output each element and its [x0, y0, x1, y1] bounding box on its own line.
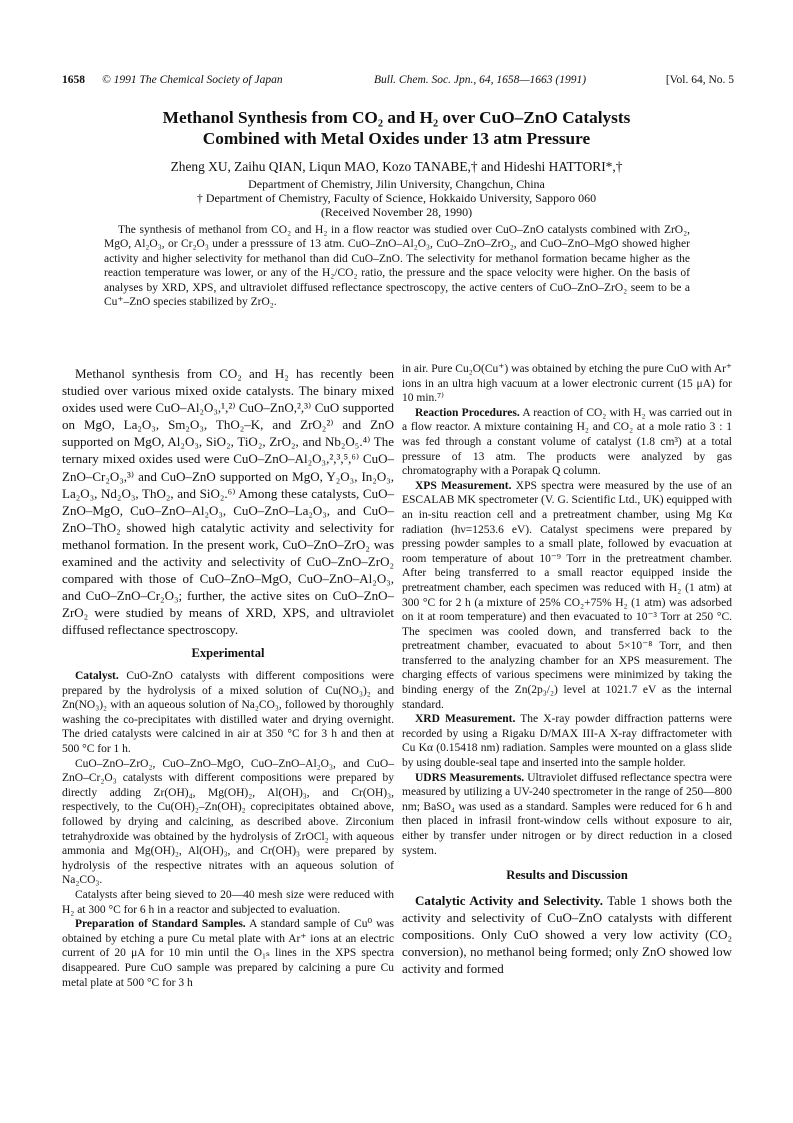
continued-paragraph: in air. Pure Cu₂O(Cu⁺) was obtained by etching the pure CuO with Ar⁺ ions in an ultra high vacuum at a lower electronic current (15 μA) for 10 min.⁷⁾ — [402, 363, 732, 405]
page-number: 1658 — [62, 74, 85, 86]
copyright-notice: © 1991 The Chemical Society of Japan — [102, 74, 283, 86]
affiliation-hokkaido: † Department of Chemistry, Faculty of Science, Hokkaido University, Sapporo 060 — [196, 191, 597, 205]
right-column — [402, 362, 732, 977]
activity-paragraph — [402, 892, 732, 977]
title-line-2: Combined with Metal Oxides under 13 atm Pressure — [202, 129, 591, 148]
experimental-heading: Experimental — [191, 645, 265, 660]
journal-citation: Bull. Chem. Soc. Jpn., 64, 1658—1663 (1991) — [374, 74, 587, 86]
udrs-run-head: UDRS Measurements. — [415, 771, 525, 784]
standard-run-head: Preparation of Standard Samples. — [75, 918, 246, 931]
udrs-paragraph — [402, 771, 732, 859]
activity-body: Table 1 shows both the activity and selectivity of CuO–ZnO catalysts with different compositions. Only CuO showed a very low activity (CO₂ conversion), no methanol being formed; only ZnO showed low activity and formed — [402, 892, 733, 977]
author-list: Zheng XU, Zaihu QIAN, Liqun MAO, Kozo TANABE,† and Hideshi HATTORI*,† — [170, 159, 623, 174]
xrd-body: The X-ray powder diffraction patterns were recorded by using a Rigaku D/MAX III-A X-ray diffractometer with Cu Kα (0.15418 nm) radiation. Samples were mounted on a glass slide by using double-seal tape and inserted into the sample holder. — [402, 713, 732, 770]
catalyst-body: CuO-ZnO catalysts with different compositions were prepared by the hydrolysis of a mixed solution of Cu(NO₃)₂ and Zn(NO₃)₂ with an aqueous solution of Na₂CO₃, followed by thoroughly washing the co-precipitates with distilled water and drying overnight. The dried catalysts were calcined in air at 350 °C for 3 h and then at 500 °C for 1 h. — [62, 670, 394, 756]
xrd-run-head: XRD Measurement. — [415, 713, 516, 726]
catalyst-paragraph-3: Catalysts after being sieved to 20—40 mesh size were reduced with H₂ at 300 °C for 6 h in a reactor and subjected to evaluation. — [62, 889, 394, 916]
affiliation-jilin: Department of Chemistry, Jilin University, Changchun, China — [248, 177, 545, 191]
standard-body: A standard sample of Cu⁰ was obtained by etching a pure Cu metal plate with Ar⁺ ions at an electric current of 20 μA for 10 min until the O₁ₛ lines in the XPS spectra disappeared. Pure CuO sample was prepared by calcining a pure Cu metal plate at 500 °C for 3 h — [62, 918, 394, 989]
reaction-paragraph — [402, 406, 732, 479]
catalyst-run-head: Catalyst. — [75, 670, 119, 683]
xps-body: XPS spectra were measured by the use of an ESCALAB MK spectrometer (V. G. Scientific Ltd., UK) equipped with an in-situ reaction cell and a pretreatment chamber, using Mg Kα radiation (hν=1253.6 eV). Catalyst specimens were prepared by pressing powder samples to a small plate, followed by evacuation at room temperature of about 10⁻⁹ Torr in the pretreatment chamber. After being transferred to a small reactor equipped inside the pretreatment chamber, each specimen was reduced with H₂ (1 atm) at 300 °C for 2 h (a mixture of 25% CO₂+75% H₂ (1 atm) was adsorbed on it at room temperature) and then evacuated to 10⁻³ Torr at 250 °C. The specimen was cooled down, and transferred back to the pretreatment chamber, evacuated to about 5×10⁻⁸ Torr, and then transferred to the analyzing chamber for an XPS measurement. The charging effects of various specimens were minimized by taking the binding energy of the Zn(2p₃/₂) level at 1021.7 eV as the internal standard. — [402, 479, 732, 711]
title-line-1: Methanol Synthesis from CO₂ and H₂ over CuO–ZnO Catalysts — [162, 108, 631, 127]
catalyst-paragraph — [62, 669, 394, 757]
reaction-body: A reaction of CO₂ with H₂ was carried out in a flow reactor. A mixture containing H₂ and CO₂ at a mole ratio 3 : 1 was fed through a constant volume of catalyst (1.8 cm³) at a total pressure of 13 atm. The products were analyzed by gas chromatography with a Porapak Q column. — [402, 406, 732, 478]
intro-paragraph: Methanol synthesis from CO₂ and H₂ has recently been studied over various mixed oxide catalysts. The binary mixed oxides used were CuO–Al₂O₃,¹,²⁾ CuO–ZnO,²,³⁾ CuO supported on MgO, La₂O₃, Sm₂O₃, ThO₂–K, and ZrO₂²⁾ and ZnO supported on MgO, Al₂O₃, SiO₂, TiO₂, ZrO₂, and Nb₂O₅.⁴⁾ The ternary mixed oxides used were CuO–ZnO–Al₂O₃,²,³,⁵,⁶⁾ CuO–ZnO–Cr₂O₃,³⁾ and CuO–ZnO supported on MgO, Y₂O₃, In₂O₃, La₂O₃, Nd₂O₃, ThO₂, and SiO₂.⁶⁾ Among these catalysts, CuO–ZnO–MgO, CuO–ZnO–Al₂O₃, CuO–ZnO–La₂O₃, and CuO–ZnO–ThO₂ showed high catalytic activity and selectivity for methanol formation. In the present work, CuO–ZnO–ZrO₂ was examined and the activity and selectivity of CuO–ZnO–ZrO₂ compared with those of CuO–ZnO–MgO, CuO–ZnO–Al₂O₃, and CuO–ZnO–Cr₂O₃; further, the active sites on CuO–ZnO–ZrO₂ were studied by means of XRD, XPS, and ultraviolet diffused reflectance spectroscopy. — [62, 366, 394, 638]
udrs-body: Ultraviolet diffused reflectance spectra were measured by utilizing a UV-240 spectrometer in the range of 250—800 nm; BaSO₄ was used as a standard. Samples were reduced for 6 h and then placed in infrasil front-window cells without exposure to air, either by transfer under nitrogen or by direct reduction in a closed system. — [402, 771, 732, 857]
results-heading: Results and Discussion — [506, 868, 628, 883]
abstract — [104, 223, 690, 309]
activity-run-head: Catalytic Activity and Selectivity. — [415, 892, 603, 908]
standard-samples-paragraph — [62, 917, 394, 990]
article-title — [60, 107, 733, 149]
xps-paragraph — [402, 479, 732, 713]
xrd-paragraph — [402, 712, 732, 770]
abstract-text: The synthesis of methanol from CO₂ and H₂ in a flow reactor was studied over CuO–ZnO catalysts combined with ZrO₂, MgO, Al₂O₃, or Cr₂O₃ under a presssure of 13 atm. CuO–ZnO–Al₂O₃, CuO–ZnO–ZrO₂, and CuO–ZnO–MgO showed higher activity and higher selectivity for methanol than did CuO–ZnO. The selectivity for methanol formation became higher as the reaction temperature was lower, or any of the H₂/CO₂ ratio, the pressure and the space velocity were higher. On the basis of analyses by XRD, XPS, and ultraviolet diffused reflectance spectroscopy, the active centers of CuO–ZnO–ZrO₂ seem to be a Cu⁺–ZnO species stabilized by ZrO₂. — [104, 224, 690, 309]
volume-issue: [Vol. 64, No. 5 — [665, 74, 734, 86]
catalyst-paragraph-2: CuO–ZnO–ZrO₂, CuO–ZnO–MgO, CuO–ZnO–Al₂O₃, and CuO–ZnO–Cr₂O₃ catalysts with different compositions were prepared by directly adding Zr(OH)₄, Mg(OH)₂, Al(OH)₃, and Cr(OH)₃, respectively, to the Cu(OH)₂–Zn(OH)₂ coprecipitates obtained above, followed by drying and calcining, as described above. Zirconium tetrahydroxide was obtained by the hydrolysis of ZrOCl₂ with aqueous ammonia and Mg(OH)₂, Al(OH)₃, and Cr(OH)₃ were prepared by hydrolysis of the respective nitrates with an aqueous solution of Na₂CO₃. — [62, 757, 394, 887]
left-column — [62, 365, 394, 990]
received-date: (Received November 28, 1990) — [320, 205, 473, 219]
xps-run-head: XPS Measurement. — [415, 479, 512, 492]
reaction-run-head: Reaction Procedures. — [415, 406, 520, 419]
running-header — [62, 74, 734, 90]
